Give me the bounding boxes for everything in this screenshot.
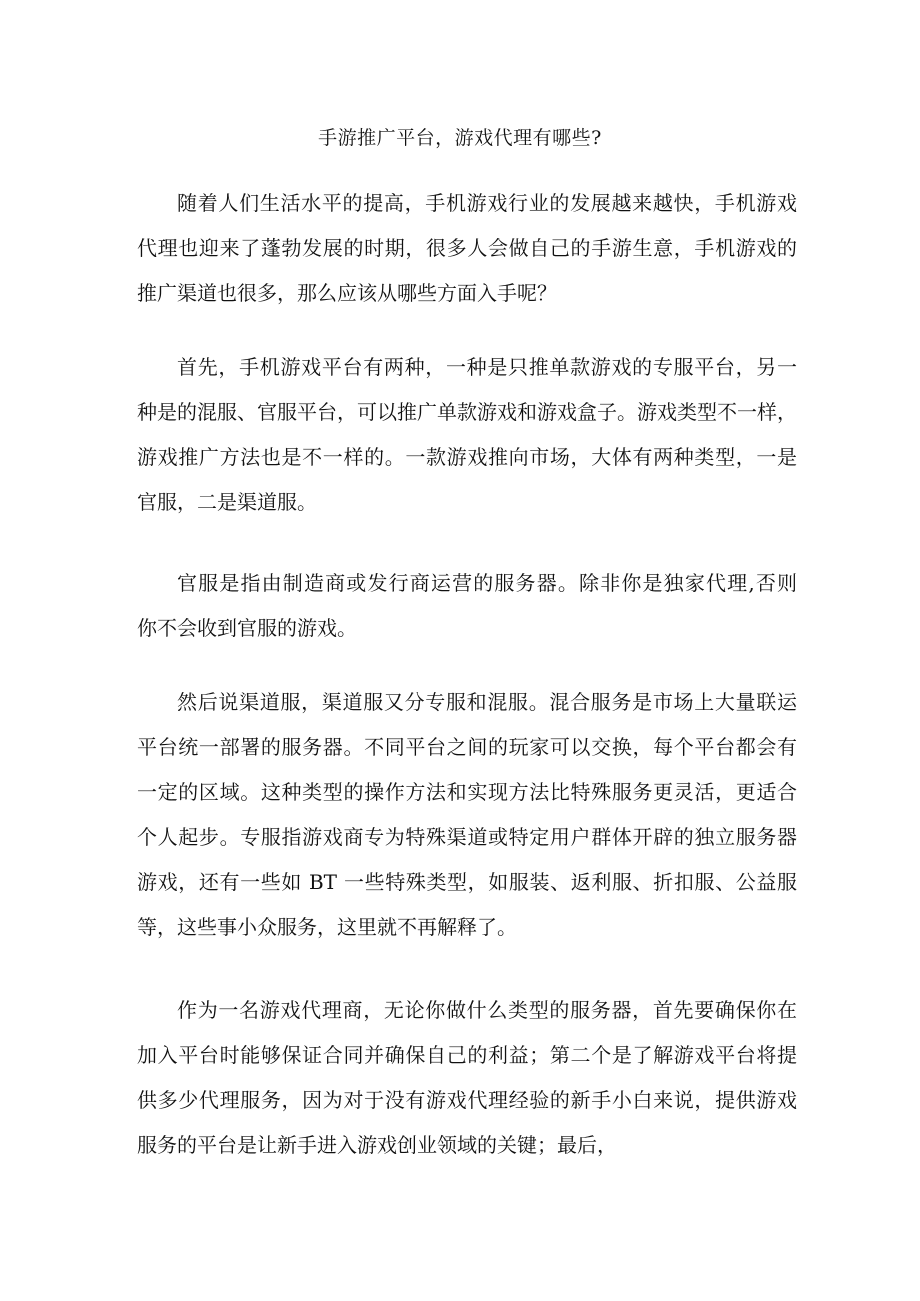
paragraph-line: 供多少代理服务，因为对于没有游戏代理经验的新手小白来说，提供游戏 (137, 1088, 797, 1112)
paragraph-line: 代理也迎来了蓬勃发展的时期，很多人会做自己的手游生意，手机游戏的 (137, 236, 797, 260)
paragraph-line: 作为一名游戏代理商，无论你做什么类型的服务器，首先要确保你在 (177, 998, 797, 1022)
paragraph-3 (137, 561, 797, 651)
paragraph-line: 然后说渠道服，渠道服又分专服和混服。混合服务是市场上大量联运 (177, 690, 797, 714)
paragraph-5 (137, 988, 797, 1168)
paragraph-line: 加入平台时能够保证合同并确保自己的利益；第二个是了解游戏平台将提 (137, 1043, 797, 1067)
paragraph-line: 推广渠道也很多，那么应该从哪些方面入手呢？ (137, 281, 557, 305)
paragraph-2 (137, 345, 797, 525)
paragraph-line: 游戏，还有一些如 BT 一些特殊类型，如服装、返利服、折扣服、公益服 (137, 870, 797, 894)
paragraph-line: 你不会收到官服的游戏。 (137, 616, 357, 640)
paragraph-line: 服务的平台是让新手进入游戏创业领域的关键；最后， (137, 1133, 617, 1157)
paragraph-4 (137, 680, 797, 950)
paragraph-line: 随着人们生活水平的提高，手机游戏行业的发展越来越快，手机游戏 (177, 191, 797, 215)
paragraph-line: 等，这些事小众服务，这里就不再解释了。 (137, 915, 517, 939)
paragraph-line: 平台统一部署的服务器。不同平台之间的玩家可以交换，每个平台都会有 (137, 735, 797, 759)
paragraph-line: 首先，手机游戏平台有两种，一种是只推单款游戏的专服平台，另一 (177, 355, 797, 379)
document-title: 手游推广平台，游戏代理有哪些? (318, 127, 602, 149)
paragraph-line: 官服，二是渠道服。 (137, 490, 317, 514)
paragraph-line: 种是的混服、官服平台，可以推广单款游戏和游戏盒子。游戏类型不一样， (137, 400, 797, 424)
paragraph-line: 一定的区域。这种类型的操作方法和实现方法比特殊服务更灵活，更适合 (137, 780, 797, 804)
paragraph-line: 游戏推广方法也是不一样的。一款游戏推向市场，大体有两种类型，一是 (137, 445, 797, 469)
paragraph-1 (137, 181, 797, 316)
paragraph-line: 个人起步。专服指游戏商专为特殊渠道或特定用户群体开辟的独立服务器 (137, 825, 797, 849)
paragraph-line: 官服是指由制造商或发行商运营的服务器。除非你是独家代理,否则 (177, 571, 797, 595)
